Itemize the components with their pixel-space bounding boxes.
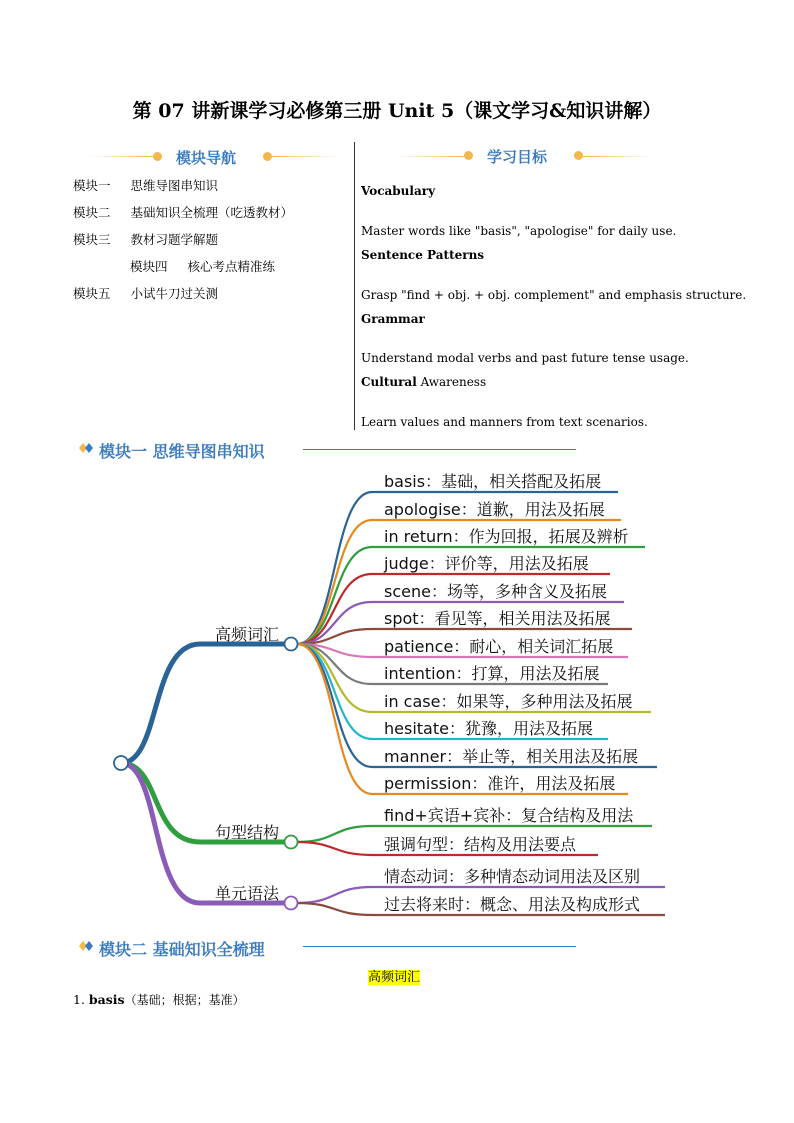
column-divider [354, 142, 355, 430]
mindmap-item-label: basis：基础，相关搭配及拓展 [384, 472, 602, 491]
goal-title-cultural: Cultural Awareness [361, 375, 487, 389]
nav-item-3[interactable] [73, 230, 218, 248]
mindmap-item-label: find+宾语+宾补：复合结构及用法 [384, 806, 634, 825]
nav-item-text: 教材习题学解题 [130, 232, 219, 247]
module1-heading: 模块一 思维导图串知识 [99, 442, 265, 461]
page-title: 第 07 讲新课学习必修第三册 Unit 5（课文学习&知识讲解） [132, 100, 662, 122]
nav-item-1[interactable] [73, 176, 218, 194]
mindmap-branch-label: 句型结构 [215, 823, 280, 842]
module2-subheading: 高频词汇 [368, 970, 421, 985]
goals-heading-decor-left [395, 156, 465, 157]
mindmap-item-label: manner：举止等，相关用法及拓展 [384, 747, 639, 766]
goal-title-vocabulary: Vocabulary [361, 184, 436, 198]
mindmap-item-label: apologise：道歉，用法及拓展 [384, 500, 605, 519]
mindmap-item-label: 情态动词：多种情态动词用法及区别 [384, 867, 641, 886]
goal-text-cultural: Learn values and manners from text scenarios. [361, 415, 648, 429]
mindmap-item-label: in return：作为回报，拓展及辨析 [384, 527, 629, 546]
mindmap-branch-node[interactable] [285, 897, 298, 910]
mindmap-item-label: in case：如果等，多种用法及拓展 [384, 692, 633, 711]
nav-item-label: 模块四 [130, 259, 168, 274]
mindmap-branch-node[interactable] [285, 836, 298, 849]
nav-item-5[interactable] [73, 284, 218, 302]
mindmap-branch-label: 单元语法 [215, 884, 280, 903]
nav-item-text: 核心考点精准练 [187, 259, 276, 274]
nav-item-4[interactable] [130, 257, 275, 275]
nav-heading-decor-left [88, 156, 154, 157]
mindmap-branch-link [121, 644, 291, 763]
mindmap-item-label: permission：准许，用法及拓展 [384, 774, 616, 793]
nav-heading: 模块导航 [176, 149, 237, 167]
entry-meaning: （基础；根据；基准） [124, 993, 245, 1007]
mindmap-item-label: spot：看见等，相关用法及拓展 [384, 609, 611, 628]
module2-rule [303, 946, 576, 947]
nav-item-text: 思维导图串知识 [130, 178, 219, 193]
goal-title-grammar: Grammar [361, 312, 425, 326]
module2-heading: 模块二 基础知识全梳理 [99, 940, 265, 959]
mindmap-item-label: 强调句型：结构及用法要点 [384, 835, 577, 854]
mindmap-root-node[interactable] [114, 756, 128, 770]
mindmap-item-label: 过去将来时：概念、用法及构成形式 [384, 895, 641, 914]
goal-title-sentence-patterns: Sentence Patterns [361, 248, 485, 262]
goals-heading-decor-right [583, 156, 653, 157]
nav-item-2[interactable] [73, 203, 293, 221]
goals-heading-dot-right [574, 151, 583, 160]
mindmap-branch-node[interactable] [285, 638, 298, 651]
entry-basis [73, 991, 245, 1008]
goals-heading: 学习目标 [487, 148, 548, 166]
mindmap-item-label: patience：耐心，相关词汇拓展 [384, 637, 614, 656]
nav-heading-dot-left [153, 152, 162, 161]
diamond-icon [78, 937, 96, 955]
nav-heading-decor-right [272, 156, 340, 157]
entry-number: 1. [73, 992, 85, 1007]
nav-item-label: 模块二 [73, 205, 111, 220]
nav-item-text: 小试牛刀过关测 [130, 286, 219, 301]
nav-item-label: 模块一 [73, 178, 111, 193]
nav-item-label: 模块三 [73, 232, 111, 247]
mindmap-item-label: hesitate：犹豫，用法及拓展 [384, 719, 593, 738]
goals-heading-dot-left [464, 151, 473, 160]
module1-rule [303, 449, 576, 450]
mindmap-item-label: scene：场等，多种含义及拓展 [384, 582, 607, 601]
mindmap [0, 460, 794, 930]
diamond-icon [78, 439, 96, 457]
mindmap-branch-label: 高频词汇 [215, 625, 280, 644]
goal-text-vocabulary: Master words like "basis", "apologise" for daily use. [361, 224, 677, 238]
nav-heading-dot-right [263, 152, 272, 161]
mindmap-item-label: judge：评价等，用法及拓展 [384, 554, 589, 573]
goal-text-grammar: Understand modal verbs and past future tense usage. [361, 351, 689, 365]
nav-item-label: 模块五 [73, 286, 111, 301]
entry-word: basis [88, 992, 125, 1007]
goal-text-sentence-patterns: Grasp "find + obj. + obj. complement" and emphasis structure. [361, 288, 747, 302]
mindmap-item-label: intention：打算，用法及拓展 [384, 664, 600, 683]
nav-item-text: 基础知识全梳理（吃透教材） [130, 205, 294, 220]
